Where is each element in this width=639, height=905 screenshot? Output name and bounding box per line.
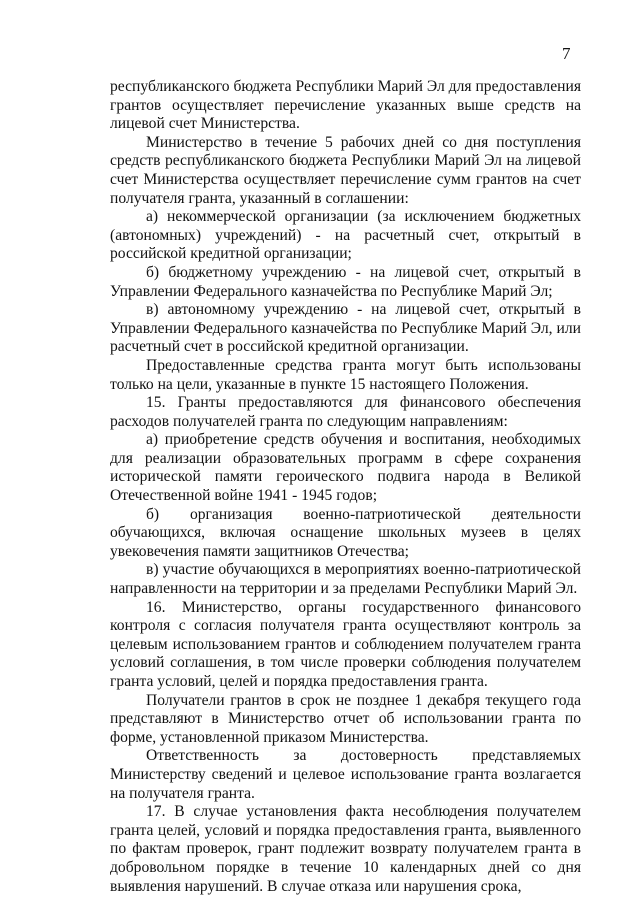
list-item-v: в) автономному учреждению - на лицевой счет, открытый в Управлении Федерального казначейства по Республике Марий Эл, или расчетный счет в российской кредитной организации. [110,301,581,356]
clause-16: 16. Министерство, органы государственного финансового контроля с согласия получателя гранта осуществляют контроль за целевым использованием грантов и соблюдением получателем гранта условий соглашения, в том числе проверки соблюдения получателем гранта условий, целей и порядка предоставления гранта. [110,598,581,690]
page-number: 7 [562,44,571,63]
paragraph-1: республиканского бюджета Республики Марий Эл для предоставления грантов осуществляет перечисление указанных выше средств на лицевой счет Министерства. [110,78,581,133]
paragraph-responsibility: Ответственность за достоверность представляемых Министерству сведений и целевое использование гранта возлагается на получателя гранта. [110,747,581,802]
list-item-b: б) бюджетному учреждению - на лицевой счет, открытый в Управлении Федерального казначейства по Республике Марий Эл; [110,263,581,300]
paragraph-report: Получатели грантов в срок не позднее 1 декабря текущего года представляют в Министерство отчет об использовании гранта по форме, установленной приказом Министерства. [110,691,581,746]
list-item-a: а) некоммерческой организации (за исключением бюджетных (автономных) учреждений) - на расчетный счет, открытый в российской кредитной организации; [110,208,581,263]
clause-15-item-a: а) приобретение средств обучения и воспитания, необходимых для реализации образовательных программ в сфере сохранения исторической памяти героического подвига народа в Великой Отечественной войне 1941 - 1945 годов; [110,431,581,505]
clause-15: 15. Гранты предоставляются для финансового обеспечения расходов получателей гранта по следующим направлениям: [110,394,581,430]
document-body [110,78,581,896]
paragraph-3: Предоставленные средства гранта могут быть использованы только на цели, указанные в пункте 15 настоящего Положения. [110,356,581,393]
paragraph-2: Министерство в течение 5 рабочих дней со дня поступления средств республиканского бюджета Республики Марий Эл на лицевой счет Министерства осуществляет перечисление сумм грантов на счет получателя гранта, указанный в соглашении: [110,133,581,207]
clause-15-item-b: б) организация военно-патриотической деятельности обучающихся, включая оснащение школьных музеев в целях увековечения памяти защитников Отечества; [110,505,581,560]
clause-15-item-v: в) участие обучающихся в мероприятиях военно-патриотической направленности на территории и за пределами Республики Марий Эл. [110,561,581,598]
clause-17: 17. В случае установления факта несоблюдения получателем гранта целей, условий и порядка предоставления гранта, выявленного по фактам проверок, грант подлежит возврату получателем гранта в добровольном порядке в течение 10 календарных дней со дня выявления нарушений. В случае отказа или нарушения срока, [110,803,581,895]
